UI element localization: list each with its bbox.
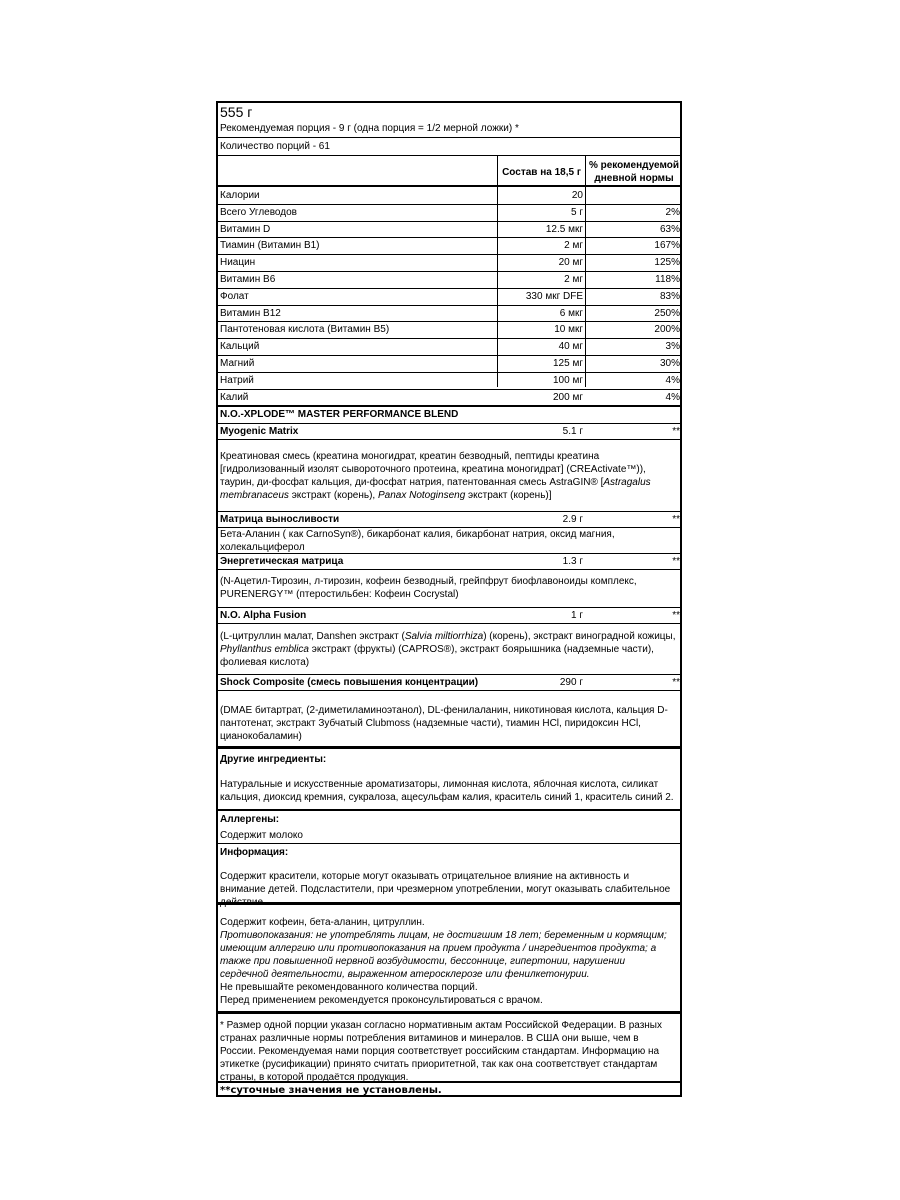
other-ingredients-title: Другие ингредиенты: bbox=[220, 754, 327, 765]
blend-name: Shock Composite (смесь повышения концентрации) bbox=[220, 677, 479, 688]
nutrient-amount: 20 мг bbox=[558, 257, 583, 269]
column-percent-header-2: дневной нормы bbox=[594, 173, 674, 184]
blend-amount: 290 г bbox=[559, 677, 583, 688]
blend-daily-value-mark: ** bbox=[672, 426, 680, 437]
description-text: экстракт (корень)] bbox=[465, 490, 552, 501]
nutrition-label bbox=[216, 101, 682, 1097]
column-percent-header-1: % рекомендуемой bbox=[588, 160, 680, 171]
nutrient-percent: 200% bbox=[654, 324, 680, 336]
allergens-title: Аллергены: bbox=[220, 814, 280, 825]
information-title: Информация: bbox=[220, 847, 289, 858]
description-text: (DMAE битартрат, (2-диметиламиноэтанол), DL-фенилаланин, никотиновая кислота, кальция D-пантотенат, экстракт Зубчатый Clubmoss (надземные части), тиамин HCl, пиридоксин HCl, цианокобаламин) bbox=[220, 705, 668, 742]
blend-amount: 1.3 г bbox=[562, 556, 583, 567]
blend-title: N.O.-XPLODE™ MASTER PERFORMANCE BLEND bbox=[220, 409, 459, 420]
warning-contraindications: Противопоказания: не употреблять лицам, не достигшим 18 лет; беременным и кормящим; имеющим аллергию или противопоказания на прием продукта / ингредиентов продукта; а также при повышенной нервной возбудимости, бессоннице, гипертонии, нарушении сердечной деятельности, выраженном атеросклерозе или фенилкетонурии. bbox=[220, 930, 667, 980]
nutrient-amount: 40 мг bbox=[558, 341, 583, 353]
nutrient-name: Калий bbox=[220, 391, 249, 403]
blend-daily-value-mark: ** bbox=[672, 556, 680, 567]
description-text: (N-Ацетил-Тирозин, л-тирозин, кофеин безводный, грейпфрут биофлавоноиды комплекс, PURENERGY™ (птеростильбен: Кофеин Cocrystal) bbox=[220, 576, 637, 600]
blend-description bbox=[220, 528, 676, 554]
nutrient-percent: 167% bbox=[654, 240, 680, 252]
warnings-block bbox=[220, 916, 676, 1007]
description-text: экстракт (фрукты) (CAPROS®), экстракт боярышника (надземные части), фолиевая кислота) bbox=[220, 644, 654, 668]
nutrient-amount: 100 мг bbox=[553, 374, 583, 386]
blend-description bbox=[220, 630, 676, 669]
blend-description bbox=[220, 704, 676, 743]
footnote-text: * Размер одной порции указан согласно нормативным актам Российской Федерации. В разных странах различные нормы потребления витаминов и минералов. В США они выше, чем в России. Рекомендуемая нами порция соответствует российским стандартам. Информацию на этикетке (русификации) принято считать приоритетной, так как она соответствует стандартам страны, в которой продаётся продукция. bbox=[220, 1020, 662, 1083]
nutrient-name: Витамин В6 bbox=[220, 274, 276, 285]
nutrient-percent: 250% bbox=[654, 307, 680, 319]
nutrient-percent: 83% bbox=[659, 290, 680, 302]
warning-consult: Перед применением рекомендуется проконсультироваться с врачом. bbox=[220, 995, 543, 1006]
nutrient-percent: 4% bbox=[665, 391, 680, 403]
nutrient-name: Витамин D bbox=[220, 223, 271, 235]
nutrient-name: Всего Углеводов bbox=[220, 206, 297, 218]
latin-name: Astragalus membranaceus bbox=[220, 477, 651, 501]
nutrient-percent: 118% bbox=[655, 274, 680, 285]
blend-amount: 2.9 г bbox=[562, 514, 583, 525]
description-text: Креатиновая смесь (креатина моногидрат, креатин безводный, пептиды креатина [гидролизованный изолят сывороточного протеина, креатина моногидрат] (CREActivate™)), таурин, ди-фосфат кальция, ди-фосфат натрия, патентованная смесь AstraGIN® [ bbox=[220, 451, 646, 488]
nutrient-percent: 3% bbox=[665, 341, 680, 353]
blend-description bbox=[220, 450, 676, 502]
column-amount-header: Состав на 18,5 г bbox=[502, 167, 581, 178]
nutrient-name: Пантотеновая кислота (Витамин В5) bbox=[220, 324, 390, 336]
blend-name: N.O. Alpha Fusion bbox=[220, 610, 307, 621]
servings-count: Количество порций - 61 bbox=[220, 141, 330, 152]
blend-name: Матрица выносливости bbox=[220, 514, 340, 525]
nutrient-amount: 12.5 мкг bbox=[545, 223, 583, 235]
description-text: Бета-Аланин ( как CarnoSyn®), бикарбонат калия, бикарбонат натрия, оксид магния, холекальциферол bbox=[220, 529, 615, 553]
nutrient-name: Тиамин (Витамин В1) bbox=[220, 240, 320, 252]
description-text: экстракт (корень), bbox=[288, 490, 378, 501]
nutrient-percent: 4% bbox=[665, 374, 680, 386]
description-text: ) (корень), экстракт виноградной кожицы, bbox=[483, 631, 676, 642]
nutrient-amount: 5 г bbox=[571, 206, 583, 218]
blend-daily-value-mark: ** bbox=[672, 610, 680, 621]
warning-dosage: Не превышайте рекомендованного количества порций. bbox=[220, 982, 478, 993]
blend-name: Энергетическая матрица bbox=[220, 556, 344, 567]
nutrient-name: Натрий bbox=[220, 374, 254, 386]
latin-name: Panax Notoginseng bbox=[377, 490, 466, 501]
nutrient-percent: 125% bbox=[654, 257, 680, 269]
blend-daily-value-mark: ** bbox=[672, 514, 680, 525]
blend-description bbox=[220, 575, 676, 601]
nutrient-amount: 2 мг bbox=[564, 240, 583, 252]
nutrient-name: Фолат bbox=[220, 290, 249, 302]
nutrient-amount: 125 мг bbox=[553, 358, 583, 369]
blend-daily-value-mark: ** bbox=[672, 677, 680, 688]
blend-name: Myogenic Matrix bbox=[220, 426, 299, 437]
nutrient-percent: 2% bbox=[665, 206, 680, 218]
other-ingredients-text: Натуральные и искусственные ароматизаторы, лимонная кислота, яблочная кислота, силикат кальция, диоксид кремния, сукралоза, ацесульфам калия, краситель синий 1, краситель синий 2. bbox=[220, 779, 674, 803]
allergens-text: Содержит молоко bbox=[220, 830, 303, 841]
nutrient-name: Витамин В12 bbox=[220, 307, 281, 319]
net-weight: 555 г bbox=[220, 104, 253, 120]
footnote-note: **суточные значения не установлены. bbox=[220, 1085, 442, 1096]
nutrient-percent: 30% bbox=[659, 358, 680, 369]
description-text: (L-цитруллин малат, Danshen экстракт ( bbox=[220, 631, 405, 642]
serving-size: Рекомендуемая порция - 9 г (одна порция = 1/2 мерной ложки) * bbox=[220, 123, 519, 134]
nutrient-amount: 200 мг bbox=[553, 391, 583, 403]
nutrient-name: Магний bbox=[220, 358, 255, 369]
nutrient-amount: 2 мг bbox=[564, 274, 583, 285]
nutrient-name: Кальций bbox=[220, 341, 260, 353]
nutrient-amount: 20 bbox=[571, 190, 583, 201]
latin-name: Salvia miltiorrhiza bbox=[404, 631, 484, 642]
blend-amount: 1 г bbox=[571, 610, 583, 621]
nutrient-amount: 330 мкг DFE bbox=[525, 290, 583, 302]
nutrient-name: Ниацин bbox=[220, 257, 256, 269]
information-text: Содержит красители, которые могут оказывать отрицательное влияние на активность и внимание детей. Подсластители, при чрезмерном употреблении, могут оказывать слабительное действие bbox=[220, 871, 671, 908]
nutrient-amount: 10 мкг bbox=[554, 324, 583, 336]
nutrient-percent: 63% bbox=[659, 223, 680, 235]
nutrient-amount: 6 мкг bbox=[559, 307, 583, 319]
blend-amount: 5.1 г bbox=[562, 426, 583, 437]
latin-name: Phyllanthus emblica bbox=[220, 644, 309, 655]
warning-contents: Содержит кофеин, бета-аланин, цитруллин. bbox=[220, 917, 425, 928]
nutrient-name: Калории bbox=[220, 190, 260, 201]
